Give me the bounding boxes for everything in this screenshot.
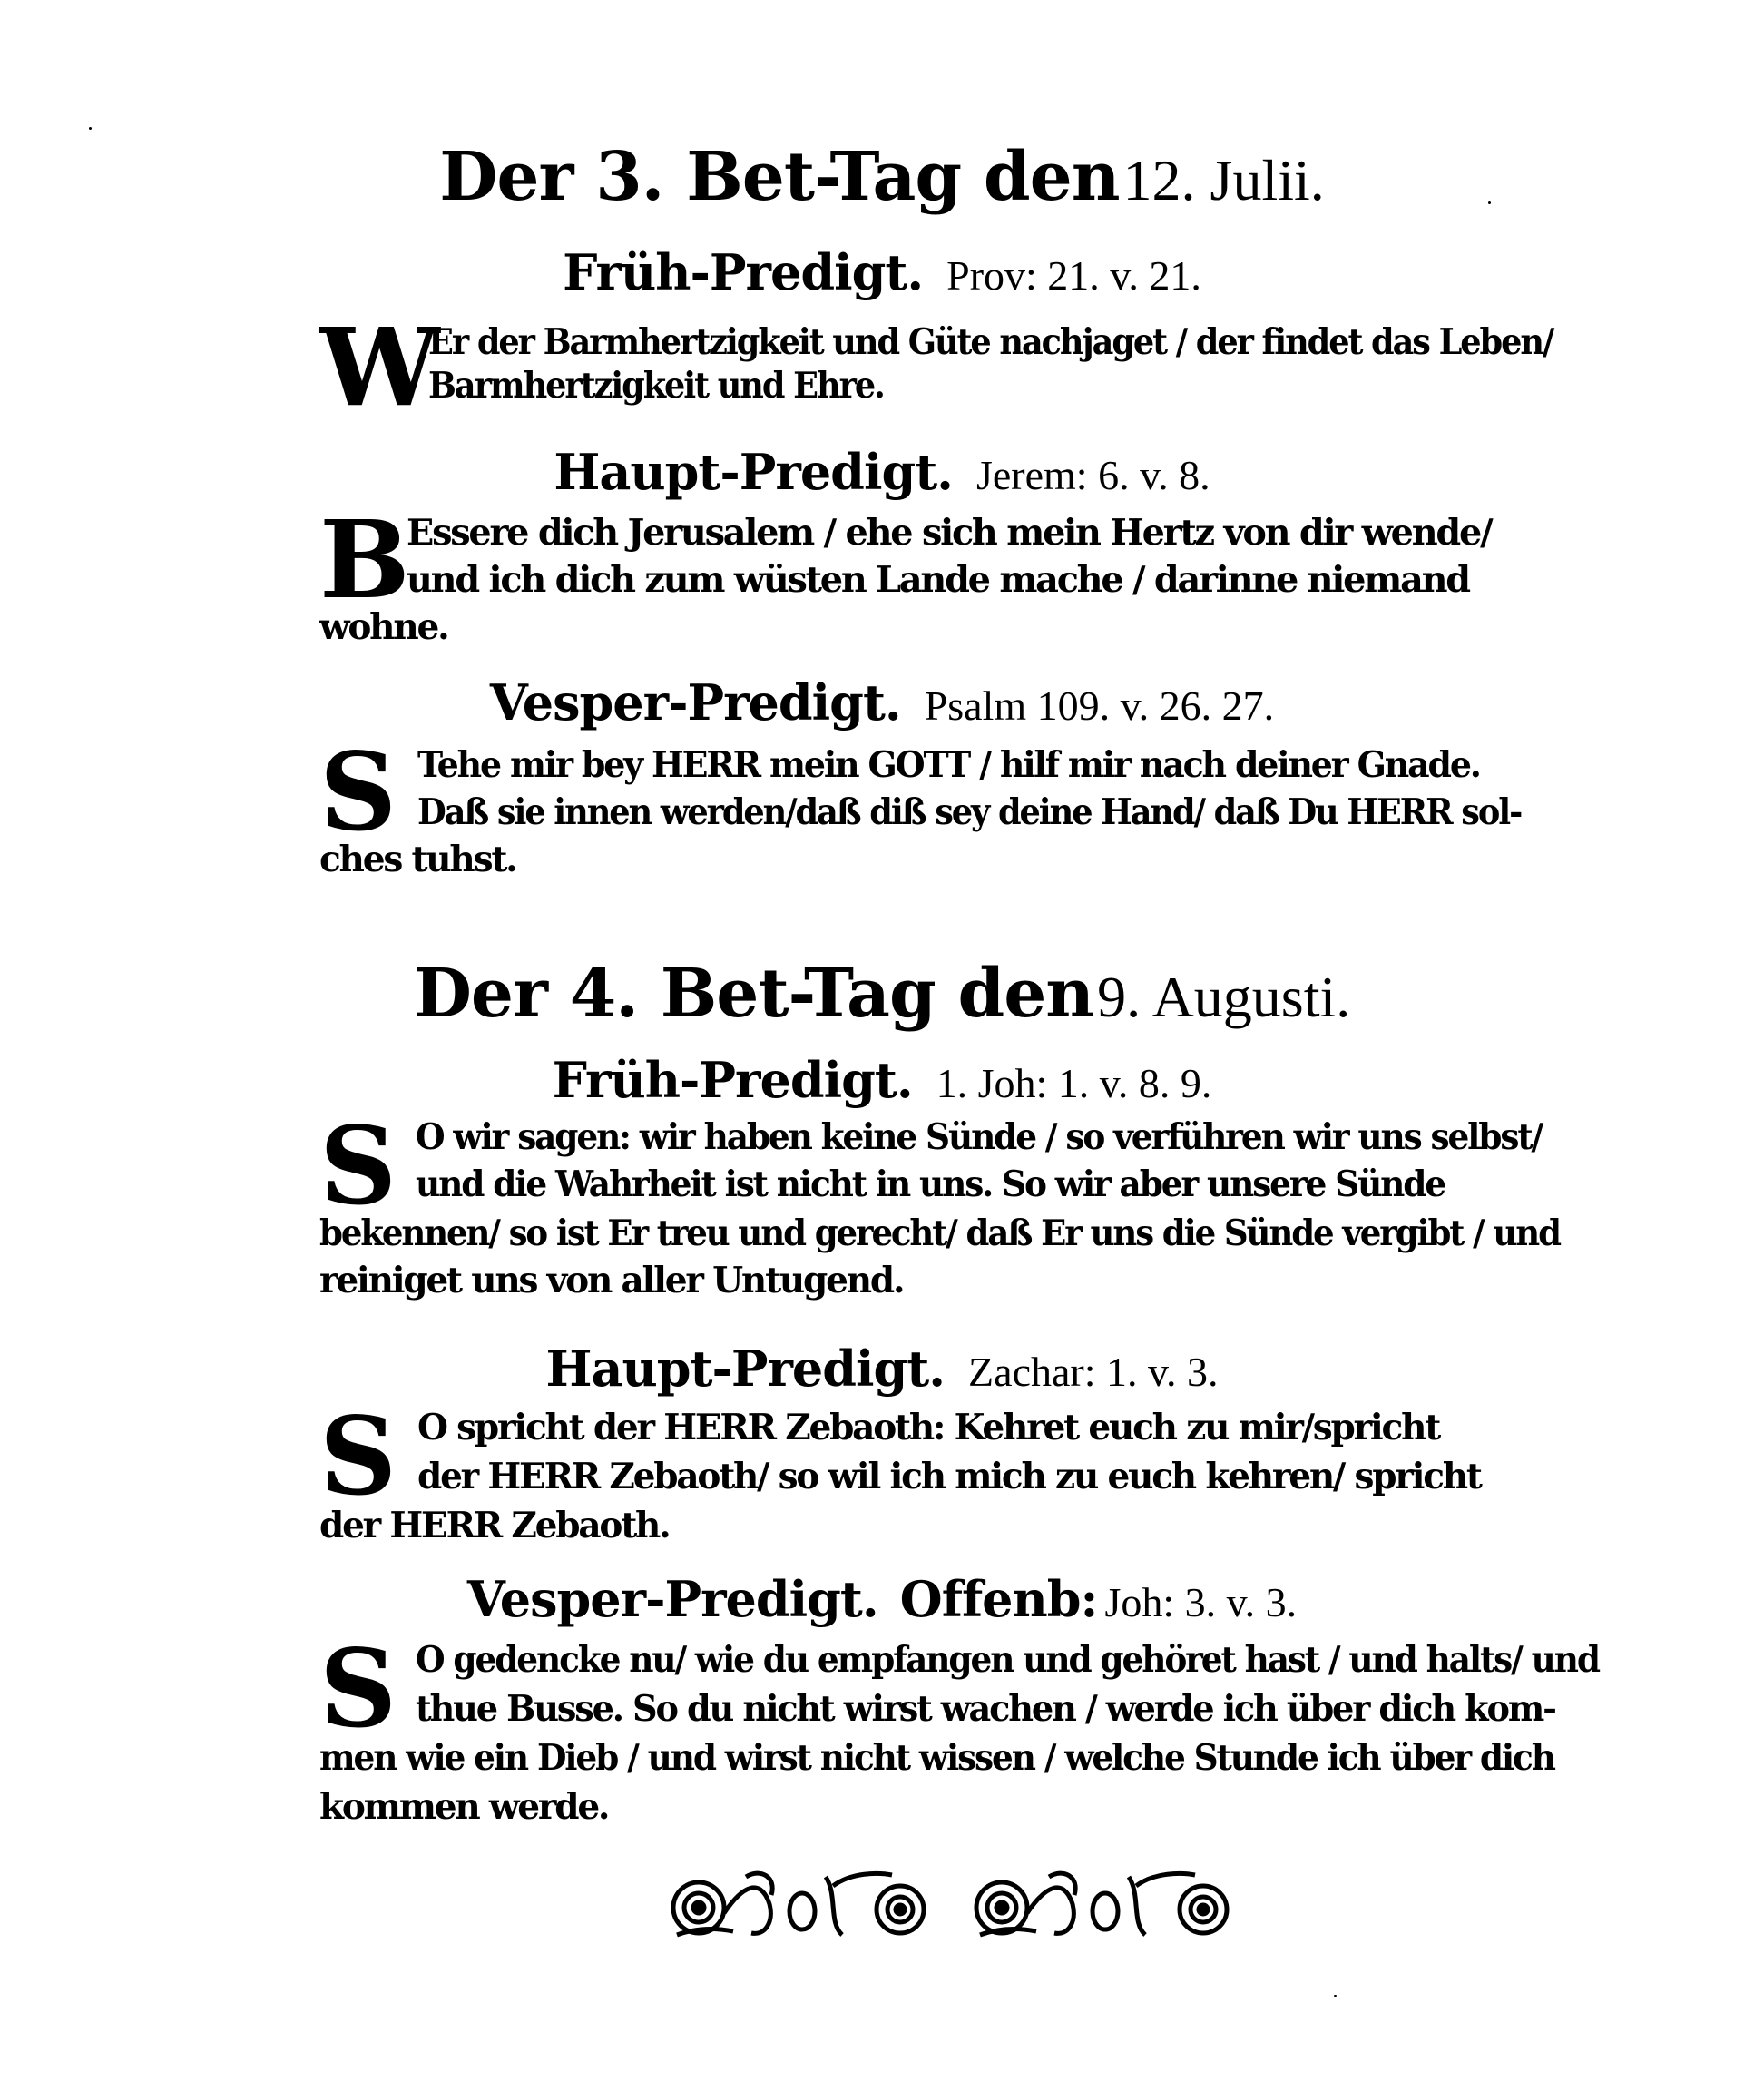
drop-cap: W — [319, 304, 440, 430]
passage-line: Essere dich Jerusalem / ehe sich mein Hertz von dir wende/ — [407, 512, 1492, 554]
day-4-vesper-passage — [319, 1625, 1599, 1830]
drop-cap: S — [319, 729, 397, 855]
sermon-title: Früh-Predigt. — [552, 1051, 913, 1109]
sermon-reference: Joh: 3. v. 3. — [1104, 1579, 1298, 1625]
sermon-title: Früh-Predigt. — [563, 243, 924, 301]
sermon-reference: Prov: 21. v. 21. — [946, 252, 1201, 299]
passage-line: O wir sagen: wir haben keine Sünde / so verführen wir uns selbst/ — [416, 1116, 1543, 1158]
scan-speck — [1488, 201, 1491, 204]
passage-line: bekennen/ so ist Er treu und gerecht/ daß Er uns die Sünde vergibt / und — [319, 1212, 1560, 1254]
drop-cap: S — [319, 1103, 397, 1229]
day-3-morning-sermon-heading — [0, 243, 1764, 301]
floral-ornament-icon — [973, 1868, 1245, 1939]
passage-line: Daß sie innen werden/daß diß sey deine Hand/ daß Du HERR sol- — [417, 791, 1522, 833]
passage-line: der HERR Zebaoth. — [319, 1505, 670, 1546]
day-4-vesper-sermon-heading — [0, 1570, 1764, 1628]
scan-speck — [1334, 1995, 1337, 1997]
day-3-heading — [0, 138, 1764, 216]
day-4-heading — [0, 955, 1764, 1033]
scan-speck — [89, 127, 92, 130]
day-4-heading-text: Der 4. Bet-Tag den — [413, 955, 1094, 1033]
sermon-reference-book: Offenb: — [899, 1570, 1098, 1628]
sermon-reference: 1. Joh: 1. v. 8. 9. — [936, 1060, 1212, 1106]
passage-line: ches tuhst. — [319, 839, 516, 880]
passage-line: Tehe mir bey HERR mein GOTT / hilf mir nach deiner Gnade. — [417, 744, 1480, 786]
passage-line: Er der Barmhertzigkeit und Güte nachjaget / der findet das Leben/ — [428, 321, 1553, 363]
sermon-title: Haupt-Predigt. — [545, 1340, 946, 1398]
day-3-heading-text: Der 3. Bet-Tag den — [439, 138, 1120, 216]
drop-cap: B — [319, 496, 410, 623]
passage-line: reiniget uns von aller Untugend. — [319, 1260, 904, 1301]
passage-line: wohne. — [319, 606, 448, 648]
sermon-reference: Psalm 109. v. 26. 27. — [924, 682, 1275, 729]
day-3-main-sermon-heading — [0, 443, 1764, 501]
sermon-reference: Jerem: 6. v. 8. — [975, 452, 1210, 498]
day-4-main-passage — [319, 1393, 1597, 1552]
day-3-morning-passage — [319, 304, 1597, 430]
drop-cap: S — [319, 1625, 397, 1752]
passage-line: O gedencke nu/ wie du empfangen und gehöret hast / und halts/ und — [416, 1639, 1599, 1681]
floral-ornament-icon — [670, 1868, 942, 1939]
sermon-reference: Zachar: 1. v. 3. — [968, 1349, 1219, 1395]
day-4-morning-passage — [319, 1103, 1597, 1307]
passage-line: und ich dich zum wüsten Lande mache / darinne niemand — [407, 559, 1469, 601]
day-3-vesper-sermon-heading — [0, 673, 1764, 731]
passage-line: thue Busse. So du nicht wirst wachen / werde ich über dich kom- — [416, 1688, 1555, 1730]
day-4-date: 9. Augusti. — [1097, 965, 1351, 1029]
day-3-main-passage — [319, 496, 1597, 657]
passage-line: der HERR Zebaoth/ so wil ich mich zu euch kehren/ spricht — [417, 1456, 1481, 1497]
day-3-vesper-passage — [319, 729, 1597, 889]
day-4-main-sermon-heading — [0, 1340, 1764, 1398]
day-4-morning-sermon-heading — [0, 1051, 1764, 1109]
sermon-title: Vesper-Predigt. — [489, 673, 901, 731]
sermon-title: Haupt-Predigt. — [554, 443, 953, 501]
passage-line: O spricht der HERR Zebaoth: Kehret euch zu mir/spricht — [417, 1407, 1440, 1448]
day-3-date: 12. Julii. — [1122, 148, 1325, 212]
drop-cap: S — [319, 1393, 397, 1519]
sermon-title: Vesper-Predigt. — [466, 1570, 878, 1628]
passage-line: Barmhertzigkeit und Ehre. — [428, 365, 884, 407]
passage-line: kommen werde. — [319, 1786, 609, 1828]
passage-line: und die Wahrheit ist nicht in uns. So wir aber unsere Sünde — [416, 1163, 1446, 1205]
passage-line: men wie ein Dieb / und wirst nicht wissen / welche Stunde ich über dich — [319, 1737, 1554, 1779]
